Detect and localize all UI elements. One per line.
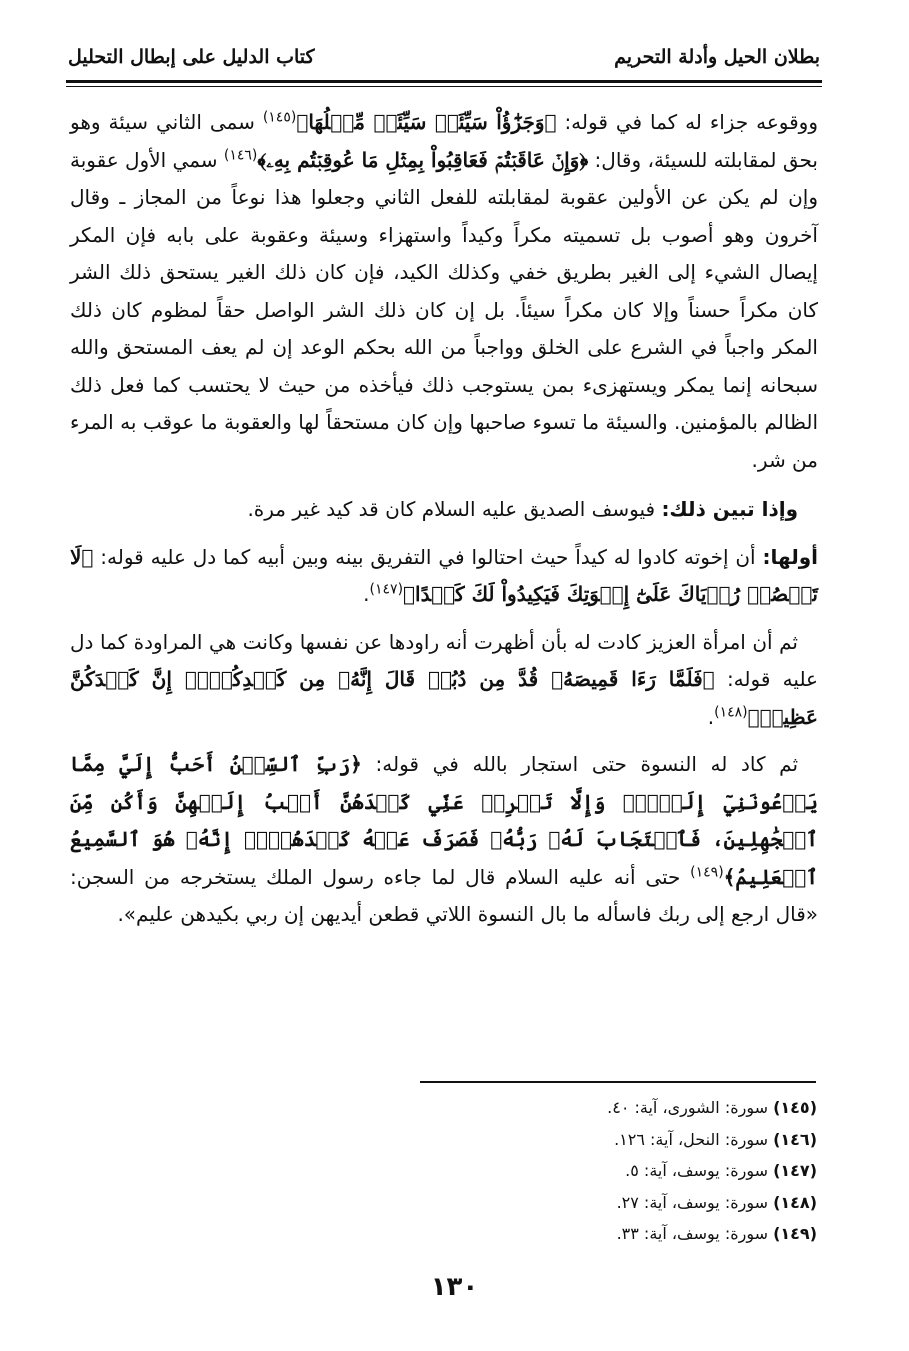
paragraph-5 [70, 746, 818, 934]
paragraph-text: أن إخوته كادوا له كيداً حيث احتالوا في التفريق بينه وبين أبيه كما دل عليه قوله: [93, 544, 763, 569]
footnote-item [417, 1218, 817, 1250]
footnote-item [417, 1124, 817, 1156]
paragraph-3 [70, 539, 818, 614]
paragraph-text: سمي الأول عقوبة وإن لم يكن عن الأولين عقوبة لمقابلته للفعل الثاني وجعلوا هذا نوعاً من المجاز ـ وقال آخرون وهو أصوب بل تسميته مكراً وكيداً واستهزاء وسيئة وعقوبة على بابه فإن المكر إيصال الشيء إلى الغير بطريق خفي وكذلك الكيد، فإن كان ذلك الغير يستحق ذلك الشر كان مكراً حسناً وإلا كان مكراً سيئاً. بل إن كان ذلك الشر الواصل حقاً لمظوم كان ذلك المكر واجباً في الشرع على الخلق وواجباً من الله بحكم الوعد إن لم يعف المستحق والله سبحانه إنما يمكر ويستهزىء بمن يستوجب ذلك فيأخذه من حيث لا يحتسب كما فعل ذلك الظالم بالمؤمنين. والسيئة ما تسوء صاحبها وإن كان مستحقاً لها والعقوبة ما عوقب به المرء من شر. [69, 147, 818, 472]
footnote-number: (١٤٧) [773, 1161, 817, 1180]
footnote-number: (١٤٨) [773, 1192, 817, 1212]
footnote-ref: (١٤٩) [690, 863, 724, 880]
quran-quote: ﴿لَا تَقۡصُصۡ رُءۡيَاكَ عَلَىٰٓ إِخۡوَتِكَ فَيَكِيدُواْ لَكَ كَيۡدًا﴾ [70, 544, 818, 606]
main-text [70, 104, 818, 934]
footnote-ref: (١٤٧) [369, 581, 404, 598]
paragraph-text: ثم كاد له النسوة حتى استجار بالله في قوله: [361, 752, 799, 776]
paragraph-lead: وإذا تبين ذلك: [661, 497, 798, 521]
header-book-title: كتاب الدليل على إبطال التحليل [68, 46, 315, 68]
paragraph-text: فيوسف الصديق عليه السلام كان قد كيد غير مرة. [247, 497, 662, 521]
footnote-item [417, 1092, 817, 1124]
paragraph-text: ووقوعه جزاء له كما في قوله: [556, 110, 818, 134]
quran-quote: ﴿وَإِنۡ عَاقَبۡتُمۡ فَعَاقِبُواْ بِمِثۡلِ مَا عُوقِبۡتُم بِهِۦ﴾ [257, 147, 589, 172]
paragraph-text: ثم أن امرأة العزيز كادت له بأن أظهرت أنه راودها عن نفسها وكانت هي المراودة كما دل عليه قوله: [70, 629, 818, 691]
header-rule-thin [66, 86, 822, 87]
paragraph-lead: أولها: [762, 544, 818, 569]
footnote-text: سورة: يوسف، آية: ٣٣. [616, 1224, 774, 1243]
footnote-number: (١٤٩) [773, 1224, 817, 1243]
footnote-text: سورة: الشورى، آية: ٤٠. [607, 1098, 774, 1117]
quran-quote: ﴿وَجَزَٰٓؤُاْ سَيِّئَةٖ سَيِّئَةٞ مِّثۡلُهَا﴾ [296, 110, 557, 134]
quran-quote: ﴿رَبِّ ٱلسِّجۡنُ أَحَبُّ إِلَيَّ مِمَّا يَدۡعُونَنِيٓ إِلَيۡهِۖ وَإِلَّا تَصۡرِفۡ عَنِّي كَيۡدَهُنَّ أَصۡبُ إِلَيۡهِنَّ وَأَكُن مِّنَ ٱلۡجَٰهِلِينَ، فَٱسۡتَجَابَ لَهُۥ رَبُّهُۥ فَصَرَفَ عَنۡهُ كَيۡدَهُنَّۚ إِنَّهُۥ هُوَ ٱلسَّمِيعُ ٱلۡعَلِيمُ﴾ [70, 752, 818, 889]
footnote-ref: (١٤٦) [223, 146, 258, 163]
quran-quote: ﴿فَلَمَّا رَءَا قَمِيصَهُۥ قُدَّ مِن دُبُرٖ قَالَ إِنَّهُۥ مِن كَيۡدِكُنَّۖ إِنَّ كَيۡدَكُنَّ عَظِيمٞ﴾ [70, 667, 818, 729]
footnotes [417, 1092, 817, 1250]
footnote-ref: (١٤٨) [714, 703, 748, 720]
footnote-text: سورة: النحل، آية: ١٢٦. [614, 1129, 774, 1149]
footnote-number: (١٤٥) [773, 1098, 817, 1117]
footnote-item [417, 1155, 817, 1187]
paragraph-2 [70, 491, 818, 529]
running-header [68, 40, 820, 74]
paragraph-text: حتى أنه عليه السلام قال لما جاءه رسول الملك يستخرجه من السجن: «قال ارجع إلى ربك فاسأله ما بال النسوة اللاتي قطعن أيديهن إن ربي بكيدهن عليم». [70, 864, 818, 926]
footnote-number: (١٤٦) [773, 1129, 817, 1149]
paragraph-text: سمى الثاني سيئة وهو بحق لمقابلته للسيئة، وقال: [70, 110, 818, 172]
footnote-item [417, 1187, 817, 1219]
page-number: ١٣٠ [430, 1272, 479, 1302]
header-book-section-title: بطلان الحيل وأدلة التحريم [614, 46, 820, 68]
paragraph-end: . [707, 704, 715, 729]
header-rule [66, 80, 822, 83]
footnote-ref: (١٤٥) [262, 109, 297, 126]
footnote-text: سورة: يوسف، آية: ٥. [625, 1161, 774, 1180]
paragraph-end: . [363, 582, 370, 606]
paragraph-4 [70, 624, 818, 737]
paragraph-1 [70, 104, 818, 479]
footnote-text: سورة: يوسف، آية: ٢٧. [616, 1192, 774, 1212]
footnote-separator [420, 1081, 816, 1083]
